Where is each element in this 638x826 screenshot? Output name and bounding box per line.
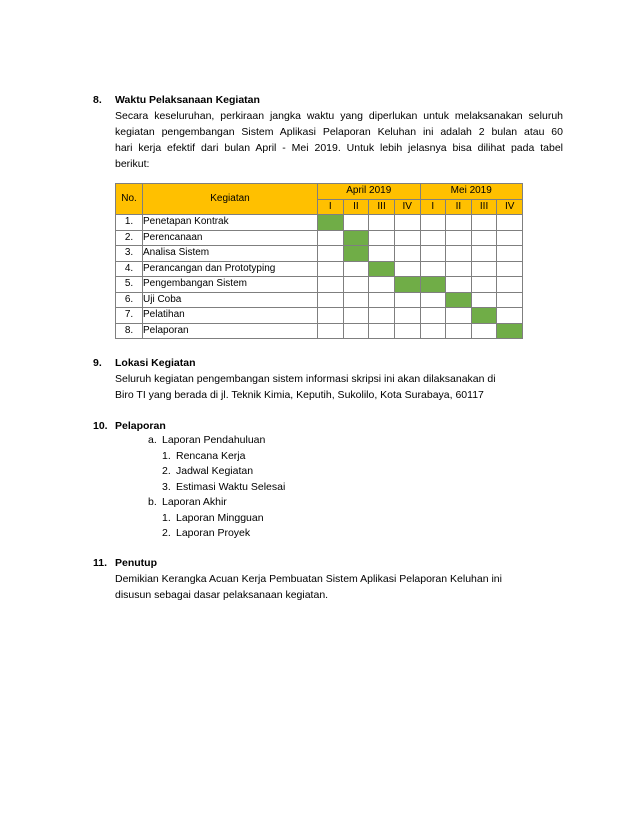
section-9-heading: [93, 355, 563, 371]
schedule-cell: [369, 246, 395, 262]
schedule-cell: [446, 308, 472, 324]
list-label: 2.: [162, 465, 171, 477]
table-row: [116, 323, 523, 339]
header-week: II: [446, 199, 472, 215]
list-text: Estimasi Waktu Selesai: [176, 480, 286, 493]
row-number: 2.: [116, 230, 143, 246]
list-item: [162, 464, 285, 480]
row-number: 8.: [116, 323, 143, 339]
schedule-cell: [497, 277, 523, 293]
header-month-mei: Mei 2019: [420, 184, 523, 200]
row-number: 7.: [116, 308, 143, 324]
schedule-cell: [420, 292, 446, 308]
schedule-cell: [497, 246, 523, 262]
schedule-cell: [446, 323, 472, 339]
schedule-cell: [420, 323, 446, 339]
list-item: [162, 449, 285, 465]
schedule-cell: [471, 246, 497, 262]
list-item: [162, 526, 285, 542]
schedule-cell: [394, 215, 420, 231]
row-number: 6.: [116, 292, 143, 308]
list-text: Jadwal Kegiatan: [176, 465, 254, 477]
list-item: [162, 511, 285, 527]
paragraph-line: Seluruh kegiatan pengembangan sistem informasi skripsi ini akan dilaksanakan di: [115, 373, 496, 385]
schedule-cell: [343, 323, 369, 339]
section-title: Waktu Pelaksanaan Kegiatan: [115, 94, 260, 106]
schedule-cell: [394, 261, 420, 277]
section-number: 8.: [93, 94, 102, 106]
list-label: b.: [148, 496, 157, 508]
list-label: a.: [148, 434, 157, 446]
table-row: [116, 261, 523, 277]
schedule-cell: [497, 308, 523, 324]
schedule-cell: [343, 292, 369, 308]
list-item-a: [148, 433, 285, 449]
header-week: IV: [497, 199, 523, 215]
section-8-heading: [93, 92, 563, 108]
header-no: No.: [116, 184, 143, 215]
schedule-cell: [497, 215, 523, 231]
row-task: Uji Coba: [143, 292, 318, 308]
header-month-april: April 2019: [318, 184, 421, 200]
schedule-cell: [471, 261, 497, 277]
schedule-cell: [369, 230, 395, 246]
row-task: Pengembangan Sistem: [143, 277, 318, 293]
schedule-cell-filled: [343, 246, 369, 262]
schedule-cell: [497, 292, 523, 308]
row-task: Perencanaan: [143, 230, 318, 246]
paragraph-line: Demikian Kerangka Acuan Kerja Pembuatan Sistem Aplikasi Pelaporan Keluhan ini: [115, 573, 502, 585]
schedule-cell: [446, 246, 472, 262]
schedule-cell: [420, 230, 446, 246]
table-row: [116, 277, 523, 293]
schedule-cell-filled: [369, 261, 395, 277]
schedule-cell: [318, 261, 344, 277]
list-text: Rencana Kerja: [176, 449, 246, 462]
section-number: 11.: [93, 557, 108, 569]
schedule-cell: [369, 215, 395, 231]
table-row: [116, 230, 523, 246]
schedule-cell: [369, 292, 395, 308]
list-label: 1.: [162, 511, 171, 524]
table-row: [116, 308, 523, 324]
schedule-cell-filled: [343, 230, 369, 246]
schedule-cell: [471, 215, 497, 231]
paragraph-line: hari kerja efektif dari bulan April - Mei 2019. Untuk lebih jelasnya bisa dilihat pada tabel: [115, 142, 563, 154]
schedule-cell-filled: [471, 308, 497, 324]
list-text: Laporan Mingguan: [176, 511, 264, 524]
row-task: Penetapan Kontrak: [143, 215, 318, 231]
section-title: Penutup: [115, 557, 157, 569]
header-week: I: [420, 199, 446, 215]
row-task: Analisa Sistem: [143, 246, 318, 262]
table-row: [116, 246, 523, 262]
paragraph-line: Biro TI yang berada di jl. Teknik Kimia, Keputih, Sukolilo, Kota Surabaya, 60117: [115, 389, 484, 401]
schedule-cell: [318, 246, 344, 262]
schedule-cell: [471, 323, 497, 339]
schedule-cell: [394, 246, 420, 262]
schedule-cell: [420, 308, 446, 324]
schedule-cell: [318, 292, 344, 308]
header-week: III: [471, 199, 497, 215]
header-kegiatan: Kegiatan: [143, 184, 318, 215]
schedule-cell: [369, 277, 395, 293]
schedule-cell-filled: [497, 323, 523, 339]
section-8-paragraph: [115, 108, 563, 172]
schedule-cell: [446, 215, 472, 231]
schedule-cell: [343, 308, 369, 324]
row-number: 3.: [116, 246, 143, 262]
header-week: I: [318, 199, 344, 215]
list-label: 2.: [162, 527, 171, 539]
section-8: [93, 92, 563, 172]
schedule-table: [115, 183, 523, 339]
section-11: [93, 555, 563, 603]
schedule-cell: [446, 277, 472, 293]
schedule-cell: [497, 261, 523, 277]
section-9: [93, 355, 563, 403]
schedule-cell: [471, 230, 497, 246]
section-title: Pelaporan: [115, 420, 166, 432]
section-10: [93, 418, 563, 434]
list-text: Laporan Akhir: [162, 496, 227, 508]
paragraph-line: disusun sebagai dasar pelaksanaan kegiatan.: [115, 589, 329, 601]
header-week: IV: [394, 199, 420, 215]
schedule-cell: [318, 323, 344, 339]
list-text: Laporan Pendahuluan: [162, 434, 266, 446]
paragraph-line: berikut:: [115, 158, 150, 170]
schedule-cell: [446, 230, 472, 246]
paragraph-line: kegiatan pengembangan Sistem Aplikasi Pelaporan Keluhan ini adalah 2 bulan atau 60: [115, 126, 563, 138]
schedule-cell-filled: [394, 277, 420, 293]
schedule-cell: [394, 323, 420, 339]
header-week: III: [369, 199, 395, 215]
row-task: Pelatihan: [143, 308, 318, 324]
row-number: 1.: [116, 215, 143, 231]
section-title: Lokasi Kegiatan: [115, 357, 196, 369]
table-row: [116, 215, 523, 231]
sublist-b: [162, 511, 285, 542]
table-header-row: [116, 184, 523, 200]
section-11-heading: [93, 555, 563, 571]
row-number: 5.: [116, 277, 143, 293]
schedule-cell: [420, 246, 446, 262]
schedule-cell: [471, 292, 497, 308]
schedule-cell: [394, 292, 420, 308]
schedule-cell: [343, 277, 369, 293]
schedule-cell: [343, 215, 369, 231]
schedule-cell: [394, 230, 420, 246]
schedule-cell-filled: [318, 215, 344, 231]
schedule-cell: [420, 215, 446, 231]
schedule-cell: [318, 308, 344, 324]
header-week: II: [343, 199, 369, 215]
table-row: [116, 292, 523, 308]
schedule-cell: [394, 308, 420, 324]
schedule-cell-filled: [446, 292, 472, 308]
row-task: Perancangan dan Prototyping: [143, 261, 318, 277]
row-number: 4.: [116, 261, 143, 277]
list-label: 3.: [162, 480, 171, 493]
schedule-cell: [497, 230, 523, 246]
list-item-b: [148, 495, 285, 511]
report-list: [148, 433, 285, 542]
schedule-cell-filled: [420, 277, 446, 293]
list-item: [162, 480, 285, 496]
section-10-heading: [93, 418, 563, 434]
schedule-cell: [369, 308, 395, 324]
schedule-cell: [420, 261, 446, 277]
schedule-cell: [471, 277, 497, 293]
schedule-cell: [446, 261, 472, 277]
sublist-a: [162, 449, 285, 496]
schedule-cell: [343, 261, 369, 277]
schedule-cell: [318, 230, 344, 246]
section-number: 9.: [93, 357, 102, 369]
list-label: 1.: [162, 449, 171, 462]
section-number: 10.: [93, 420, 108, 432]
list-text: Laporan Proyek: [176, 527, 251, 539]
schedule-cell: [318, 277, 344, 293]
schedule-cell: [369, 323, 395, 339]
row-task: Pelaporan: [143, 323, 318, 339]
section-9-paragraph: [115, 371, 563, 403]
section-11-paragraph: [115, 571, 563, 603]
paragraph-line: Secara keseluruhan, perkiraan jangka waktu yang diperlukan untuk melaksanakan seluruh: [115, 110, 563, 122]
